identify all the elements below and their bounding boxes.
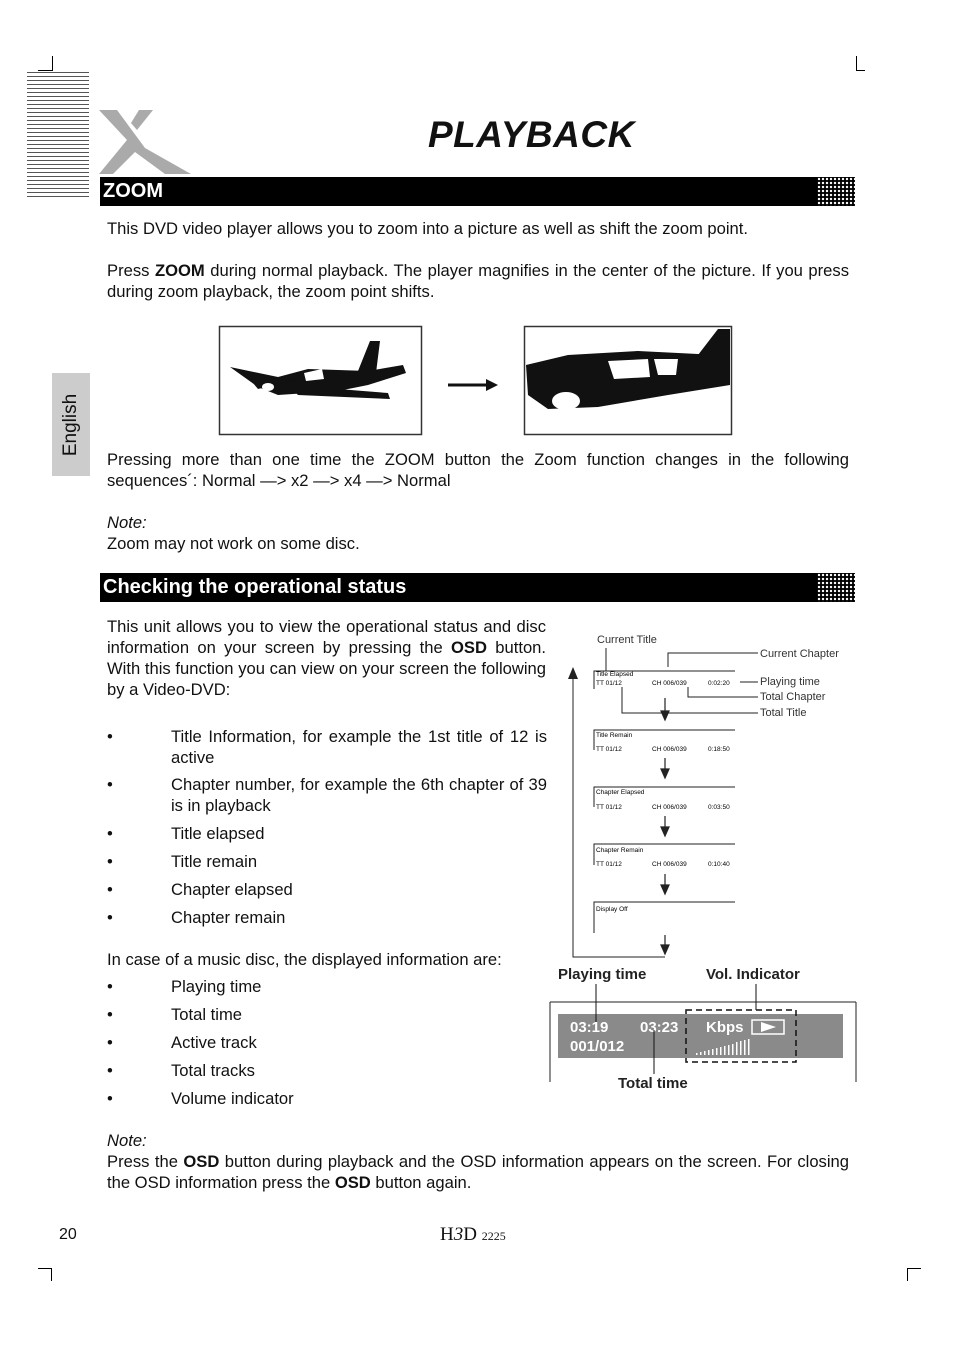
osd-box-tt: TT 01/12 bbox=[596, 861, 622, 868]
list-item-text: Total time bbox=[171, 1005, 243, 1024]
list-item-text: Title Information, for example the 1st title of 12 is active bbox=[171, 727, 547, 767]
list-item bbox=[107, 976, 547, 997]
osd-flow-diagram bbox=[560, 625, 856, 960]
list-item-text: Active track bbox=[171, 1033, 257, 1052]
osd-button-name: OSD bbox=[183, 1152, 220, 1171]
model-number: 2225 bbox=[481, 1229, 506, 1243]
zoom-heading-text: ZOOM bbox=[103, 180, 163, 202]
model-logo-3-glyph: 3 bbox=[453, 1224, 464, 1245]
status-heading-text: Checking the operational status bbox=[103, 576, 407, 598]
osd-box-ch: CH 006/039 bbox=[652, 680, 687, 687]
label-total-time: Total time bbox=[618, 1075, 688, 1092]
zoom-illustration bbox=[218, 325, 734, 437]
zoom-press-post: during normal playback. The player magnifies in the center of the picture. If you press during zoom playback, the zoom point shifts. bbox=[107, 261, 850, 301]
osd-box-mode: Title Remain bbox=[596, 732, 633, 739]
status-intro-paragraph bbox=[107, 616, 546, 700]
osd-box-time: 0:18:50 bbox=[708, 746, 730, 753]
zoom-section-heading bbox=[100, 177, 855, 206]
music-intro-text: In case of a music disc, the displayed information are: bbox=[107, 950, 502, 969]
osd-time-elapsed: 03:19 bbox=[570, 1019, 609, 1036]
crop-mark-top-right bbox=[856, 56, 865, 71]
bullet-icon: • bbox=[107, 1033, 113, 1052]
callout-current-chapter: Current Chapter bbox=[760, 648, 839, 660]
zoom-note-label: Note: bbox=[107, 513, 147, 532]
osd-time-total: 03:23 bbox=[640, 1019, 679, 1036]
model-logo bbox=[440, 1224, 506, 1246]
osd-note-a: Press the bbox=[107, 1152, 184, 1171]
zoom-intro-paragraph: This DVD video player allows you to zoom into a picture as well as shift the zoom point. bbox=[107, 219, 748, 238]
model-logo-d: D bbox=[463, 1224, 477, 1245]
osd-box-tt: TT 01/12 bbox=[596, 746, 622, 753]
list-item-text: Chapter remain bbox=[171, 908, 286, 927]
osd-note-b: button during playback and the OSD information appears on the screen. For closing the OSD information press the bbox=[107, 1152, 849, 1192]
heading-dots-decor bbox=[817, 573, 855, 602]
list-item bbox=[107, 879, 547, 900]
list-item-text: Title remain bbox=[171, 852, 258, 871]
bullet-icon: • bbox=[107, 727, 113, 746]
callout-total-chapter: Total Chapter bbox=[760, 691, 826, 703]
label-playing-time: Playing time bbox=[558, 966, 647, 983]
bullet-icon: • bbox=[107, 1089, 113, 1108]
list-item-text: Total tracks bbox=[171, 1061, 255, 1080]
list-item bbox=[107, 1032, 547, 1053]
zoom-sequence-paragraph: Pressing more than one time the ZOOM button the Zoom function changes in the following sequences´: Normal —> x2 —> x4 —> Normal bbox=[107, 450, 849, 490]
language-tab-label: English bbox=[60, 393, 81, 456]
osd-box-time: 0:02:20 bbox=[708, 680, 730, 687]
status-section-heading bbox=[100, 573, 855, 602]
list-item bbox=[107, 851, 547, 872]
osd-box-ch: CH 006/039 bbox=[652, 746, 687, 753]
language-tab bbox=[52, 373, 90, 476]
list-item bbox=[107, 1004, 547, 1025]
osd-note-label: Note: bbox=[107, 1131, 147, 1150]
list-item bbox=[107, 1060, 547, 1081]
osd-box-mode: Chapter Elapsed bbox=[596, 789, 645, 796]
page-number: 20 bbox=[59, 1226, 77, 1243]
list-item bbox=[107, 774, 547, 816]
osd-box-time: 0:03:50 bbox=[708, 804, 730, 811]
zoom-button-name: ZOOM bbox=[154, 261, 205, 280]
list-item-text: Chapter number, for example the 6th chapter of 39 is in playback bbox=[171, 775, 547, 815]
zoom-note-text: Zoom may not work on some disc. bbox=[107, 534, 360, 553]
zoom-press-paragraph bbox=[107, 260, 849, 302]
bullet-icon: • bbox=[107, 908, 113, 927]
status-intro-b: button. With this function you can view on your screen the following by a Video-DVD: bbox=[107, 638, 547, 699]
crop-mark-top-left bbox=[38, 56, 53, 71]
bullet-icon: • bbox=[107, 852, 113, 871]
list-item bbox=[107, 1088, 547, 1109]
bullet-icon: • bbox=[107, 1061, 113, 1080]
music-osd-illustration bbox=[548, 962, 858, 1094]
list-item-text: Volume indicator bbox=[171, 1089, 294, 1108]
osd-box-mode: Title Elapsed bbox=[596, 671, 634, 678]
list-item-text: Chapter elapsed bbox=[171, 880, 293, 899]
osd-button-name: OSD bbox=[334, 1173, 371, 1192]
callout-total-title: Total Title bbox=[760, 707, 807, 719]
label-vol-indicator: Vol. Indicator bbox=[706, 966, 800, 983]
crop-mark-bottom-left bbox=[38, 1268, 52, 1281]
list-item bbox=[107, 726, 547, 768]
callout-current-title: Current Title bbox=[597, 634, 657, 646]
osd-note-c: button again. bbox=[370, 1173, 472, 1192]
list-item-text: Playing time bbox=[171, 977, 262, 996]
list-item bbox=[107, 907, 547, 928]
list-item-text: Title elapsed bbox=[171, 824, 265, 843]
osd-box-mode: Display Off bbox=[596, 906, 628, 913]
osd-box-mode: Chapter Remain bbox=[596, 847, 644, 854]
list-item bbox=[107, 823, 547, 844]
osd-button-name: OSD bbox=[451, 638, 487, 657]
osd-box-tt: TT 01/12 bbox=[596, 804, 622, 811]
brand-x-logo bbox=[95, 108, 195, 176]
crop-mark-bottom-right bbox=[907, 1268, 921, 1281]
osd-note-text bbox=[107, 1151, 849, 1193]
osd-box-ch: CH 006/039 bbox=[652, 804, 687, 811]
osd-box-ch: CH 006/039 bbox=[652, 861, 687, 868]
osd-box-tt: TT 01/12 bbox=[596, 680, 622, 687]
page-title: PLAYBACK bbox=[428, 114, 635, 155]
callout-playing-time: Playing time bbox=[760, 676, 820, 688]
status-intro-a: This unit allows you to view the operational status and disc information on your screen by pressing the bbox=[107, 617, 546, 657]
header-stripes bbox=[27, 72, 89, 200]
zoom-press-pre: Press bbox=[107, 261, 155, 280]
bullet-icon: • bbox=[107, 1005, 113, 1024]
bullet-icon: • bbox=[107, 880, 113, 899]
osd-box-time: 0:10:40 bbox=[708, 861, 730, 868]
heading-dots-decor bbox=[817, 177, 855, 206]
bullet-icon: • bbox=[107, 775, 113, 794]
model-logo-h: H bbox=[440, 1224, 454, 1245]
osd-kbps: Kbps bbox=[706, 1019, 744, 1036]
bullet-icon: • bbox=[107, 977, 113, 996]
osd-track-counter: 001/012 bbox=[570, 1038, 625, 1055]
bullet-icon: • bbox=[107, 824, 113, 843]
